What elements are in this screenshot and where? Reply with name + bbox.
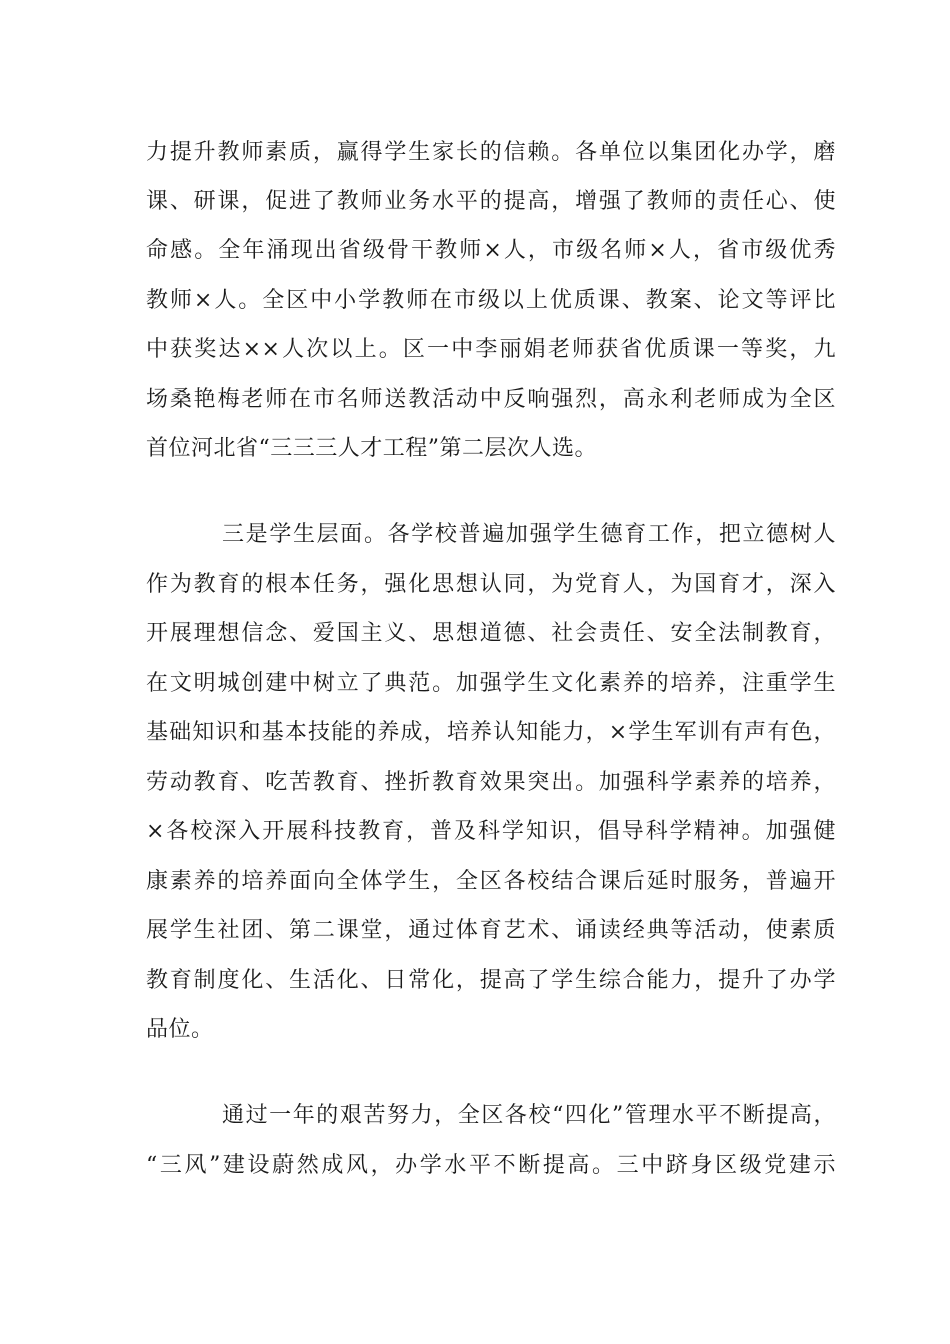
paragraph-1-line-7: 首位河北省“三三三人才工程”第二层次人选。 (146, 436, 597, 461)
paragraph-1-line-2: 课、研课，促进了教师业务水平的提高，增强了教师的责任心、使 (146, 189, 836, 214)
paragraph-1-line-5: 中获奖达××人次以上。区一中李丽娟老师获省优质课一等奖，九 (146, 337, 836, 362)
paragraph-2-line-1: 三是学生层面。各学校普遍加强学生德育工作，把立德树人 (222, 522, 836, 547)
paragraph-2-line-11: 品位。 (146, 1017, 214, 1042)
paragraph-1-line-3: 命感。全年涌现出省级骨干教师×人，市级名师×人，省市级优秀 (146, 238, 836, 263)
paragraph-2-line-10: 教育制度化、生活化、日常化，提高了学生综合能力，提升了办学 (146, 968, 836, 993)
paragraph-2-line-6: 劳动教育、吃苦教育、挫折教育效果突出。加强科学素养的培养， (146, 770, 836, 795)
paragraph-1-line-4: 教师×人。全区中小学教师在市级以上优质课、教案、论文等评比 (146, 288, 836, 313)
paragraph-3-line-2: “三风”建设蔚然成风，办学水平不断提高。三中跻身区级党建示 (146, 1153, 836, 1178)
paragraph-2-line-8: 康素养的培养面向全体学生，全区各校结合课后延时服务，普遍开 (146, 869, 836, 894)
paragraph-1-line-1: 力提升教师素质，赢得学生家长的信赖。各单位以集团化办学，磨 (146, 140, 836, 165)
paragraph-1-line-6: 场桑艳梅老师在市名师送教活动中反响强烈，高永利老师成为全区 (146, 387, 836, 412)
paragraph-2-line-5: 基础知识和基本技能的养成，培养认知能力，×学生军训有声有色， (146, 720, 836, 745)
paragraph-3-line-1: 通过一年的艰苦努力，全区各校“四化”管理水平不断提高， (222, 1103, 836, 1128)
paragraph-2-line-3: 开展理想信念、爱国主义、思想道德、社会责任、安全法制教育， (146, 621, 836, 646)
paragraph-2-line-9: 展学生社团、第二课堂，通过体育艺术、诵读经典等活动，使素质 (146, 918, 836, 943)
paragraph-2-line-7: ×各校深入开展科技教育，普及科学知识，倡导科学精神。加强健 (146, 819, 836, 844)
paragraph-2-line-4: 在文明城创建中树立了典范。加强学生文化素养的培养，注重学生 (146, 671, 836, 696)
paragraph-2-line-2: 作为教育的根本任务，强化思想认同，为党育人，为国育才，深入 (146, 572, 836, 597)
